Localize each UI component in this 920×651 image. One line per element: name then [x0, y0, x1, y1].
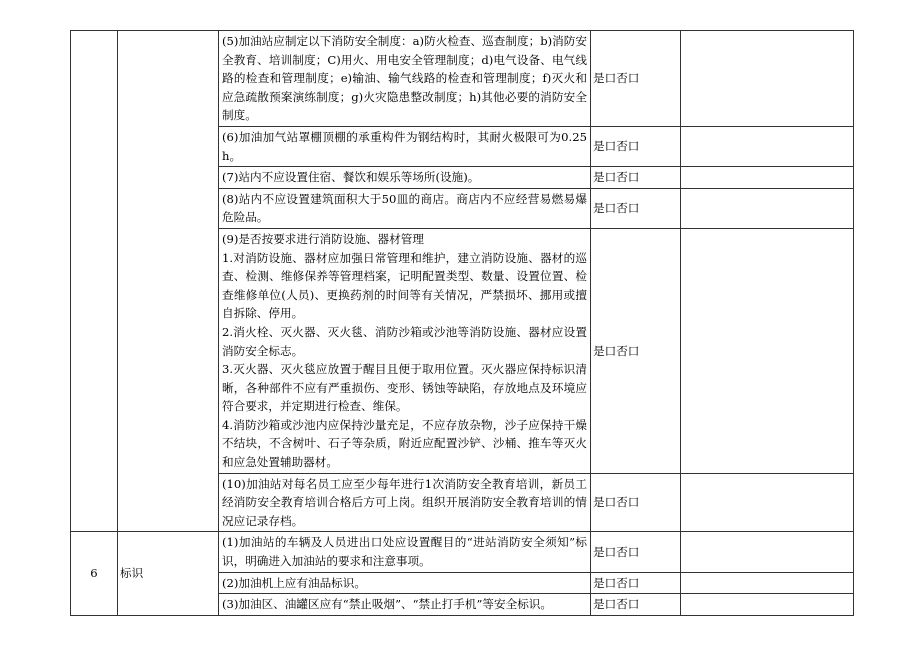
- yes-no-checkbox-cell[interactable]: 是口否口: [591, 473, 681, 532]
- inspection-table: [70, 30, 854, 616]
- remark-cell[interactable]: [681, 188, 854, 228]
- section-number: 6: [71, 532, 118, 615]
- requirement-text: [219, 167, 591, 189]
- requirement-text: [219, 31, 591, 127]
- requirement-text: [219, 594, 591, 616]
- section-category: 标识: [118, 532, 219, 615]
- requirement-paragraph: (7)站内不应设置住宿、餐饮和娱乐等场所(设施)。: [222, 170, 480, 185]
- requirement-paragraph: (1)加油站的车辆及人员进出口处应设置醒目的“进站消防安全须知”标识，明确进入加油站的要求和注意事项。: [222, 535, 587, 569]
- requirement-paragraph: 3.灭火器、灭火毯应放置于醒目且便于取用位置。灭火器应保持标识清晰，各种部件不应有严重损伤、变形、锈蚀等缺陷，存放地点及环境应符合要求，并定期进行检查、维保。: [222, 362, 587, 414]
- requirement-paragraph: (10)加油站对每名员工应至少每年进行1次消防安全教育培训，新员工经消防安全教育培训合格后方可上岗。组织开展消防安全教育培训的情况应记录存档。: [222, 476, 587, 528]
- requirement-paragraph: (5)加油站应制定以下消防安全制度：a)防火检查、巡查制度；b)消防安全教育、培训制度；C)用火、用电安全管理制度；d)电气设备、电气线路的检查和管理制度；e)输油、输气线路的检查和管理制度；f)灭火和应急疏散预案演练制度；g)火灾隐患整改制度；h)其他必要的消防安全制度。: [222, 34, 587, 123]
- table-row: [71, 31, 854, 127]
- yes-no-checkbox-cell[interactable]: 是口否口: [591, 167, 681, 189]
- yes-no-checkbox-cell[interactable]: 是口否口: [591, 532, 681, 572]
- yes-no-checkbox-cell[interactable]: 是口否口: [591, 126, 681, 166]
- requirement-paragraph: (6)加油加气站罩棚顶棚的承重构件为钢结构时，其耐火极限可为0.25h。: [222, 129, 587, 163]
- yes-no-checkbox-cell[interactable]: 是口否口: [591, 31, 681, 127]
- remark-cell[interactable]: [681, 594, 854, 616]
- requirement-paragraph: 1.对消防设施、器材应加强日常管理和维护，建立消防设施、器材的巡查、检测、维修保养等管理档案，记明配置类型、数量、设置位置、检查维修单位(人员)、更换药剂的时间等有关情况，严禁损坏、挪用或擅自拆除、停用。: [222, 250, 587, 321]
- remark-cell[interactable]: [681, 31, 854, 127]
- remark-cell[interactable]: [681, 532, 854, 572]
- requirement-text: [219, 126, 591, 166]
- yes-no-checkbox-cell[interactable]: 是口否口: [591, 594, 681, 616]
- yes-no-checkbox-cell[interactable]: 是口否口: [591, 188, 681, 228]
- requirement-paragraph: (9)是否按要求进行消防设施、器材管理: [222, 231, 424, 246]
- requirement-paragraph: (3)加油区、油罐区应有“禁止吸烟”、“禁止打手机”等安全标识。: [222, 597, 552, 612]
- requirement-text: [219, 473, 591, 532]
- section-number: [71, 31, 118, 532]
- section-category: [118, 31, 219, 532]
- remark-cell[interactable]: [681, 473, 854, 532]
- requirement-text: [219, 228, 591, 473]
- remark-cell[interactable]: [681, 167, 854, 189]
- table-row: [71, 532, 854, 572]
- requirement-paragraph: (2)加油机上应有油品标识。: [222, 575, 366, 590]
- requirement-paragraph: 2.消火栓、灭火器、灭火毯、消防沙箱或沙池等消防设施、器材应设置消防安全标志。: [222, 324, 587, 358]
- requirement-text: [219, 572, 591, 594]
- remark-cell[interactable]: [681, 126, 854, 166]
- requirement-paragraph: 4.消防沙箱或沙池内应保持沙量充足，不应存放杂物，沙子应保持干燥不结块，不含树叶、石子等杂质，附近应配置沙铲、沙桶、推车等灭火和应急处置辅助器材。: [222, 417, 587, 470]
- remark-cell[interactable]: [681, 228, 854, 473]
- remark-cell[interactable]: [681, 572, 854, 594]
- requirement-paragraph: (8)站内不应设置建筑面积大于50皿的商店。商店内不应经营易燃易爆危险品。: [222, 191, 587, 225]
- requirement-text: [219, 532, 591, 572]
- inspection-table-body: [71, 31, 854, 616]
- yes-no-checkbox-cell[interactable]: 是口否口: [591, 228, 681, 473]
- yes-no-checkbox-cell[interactable]: 是口否口: [591, 572, 681, 594]
- requirement-text: [219, 188, 591, 228]
